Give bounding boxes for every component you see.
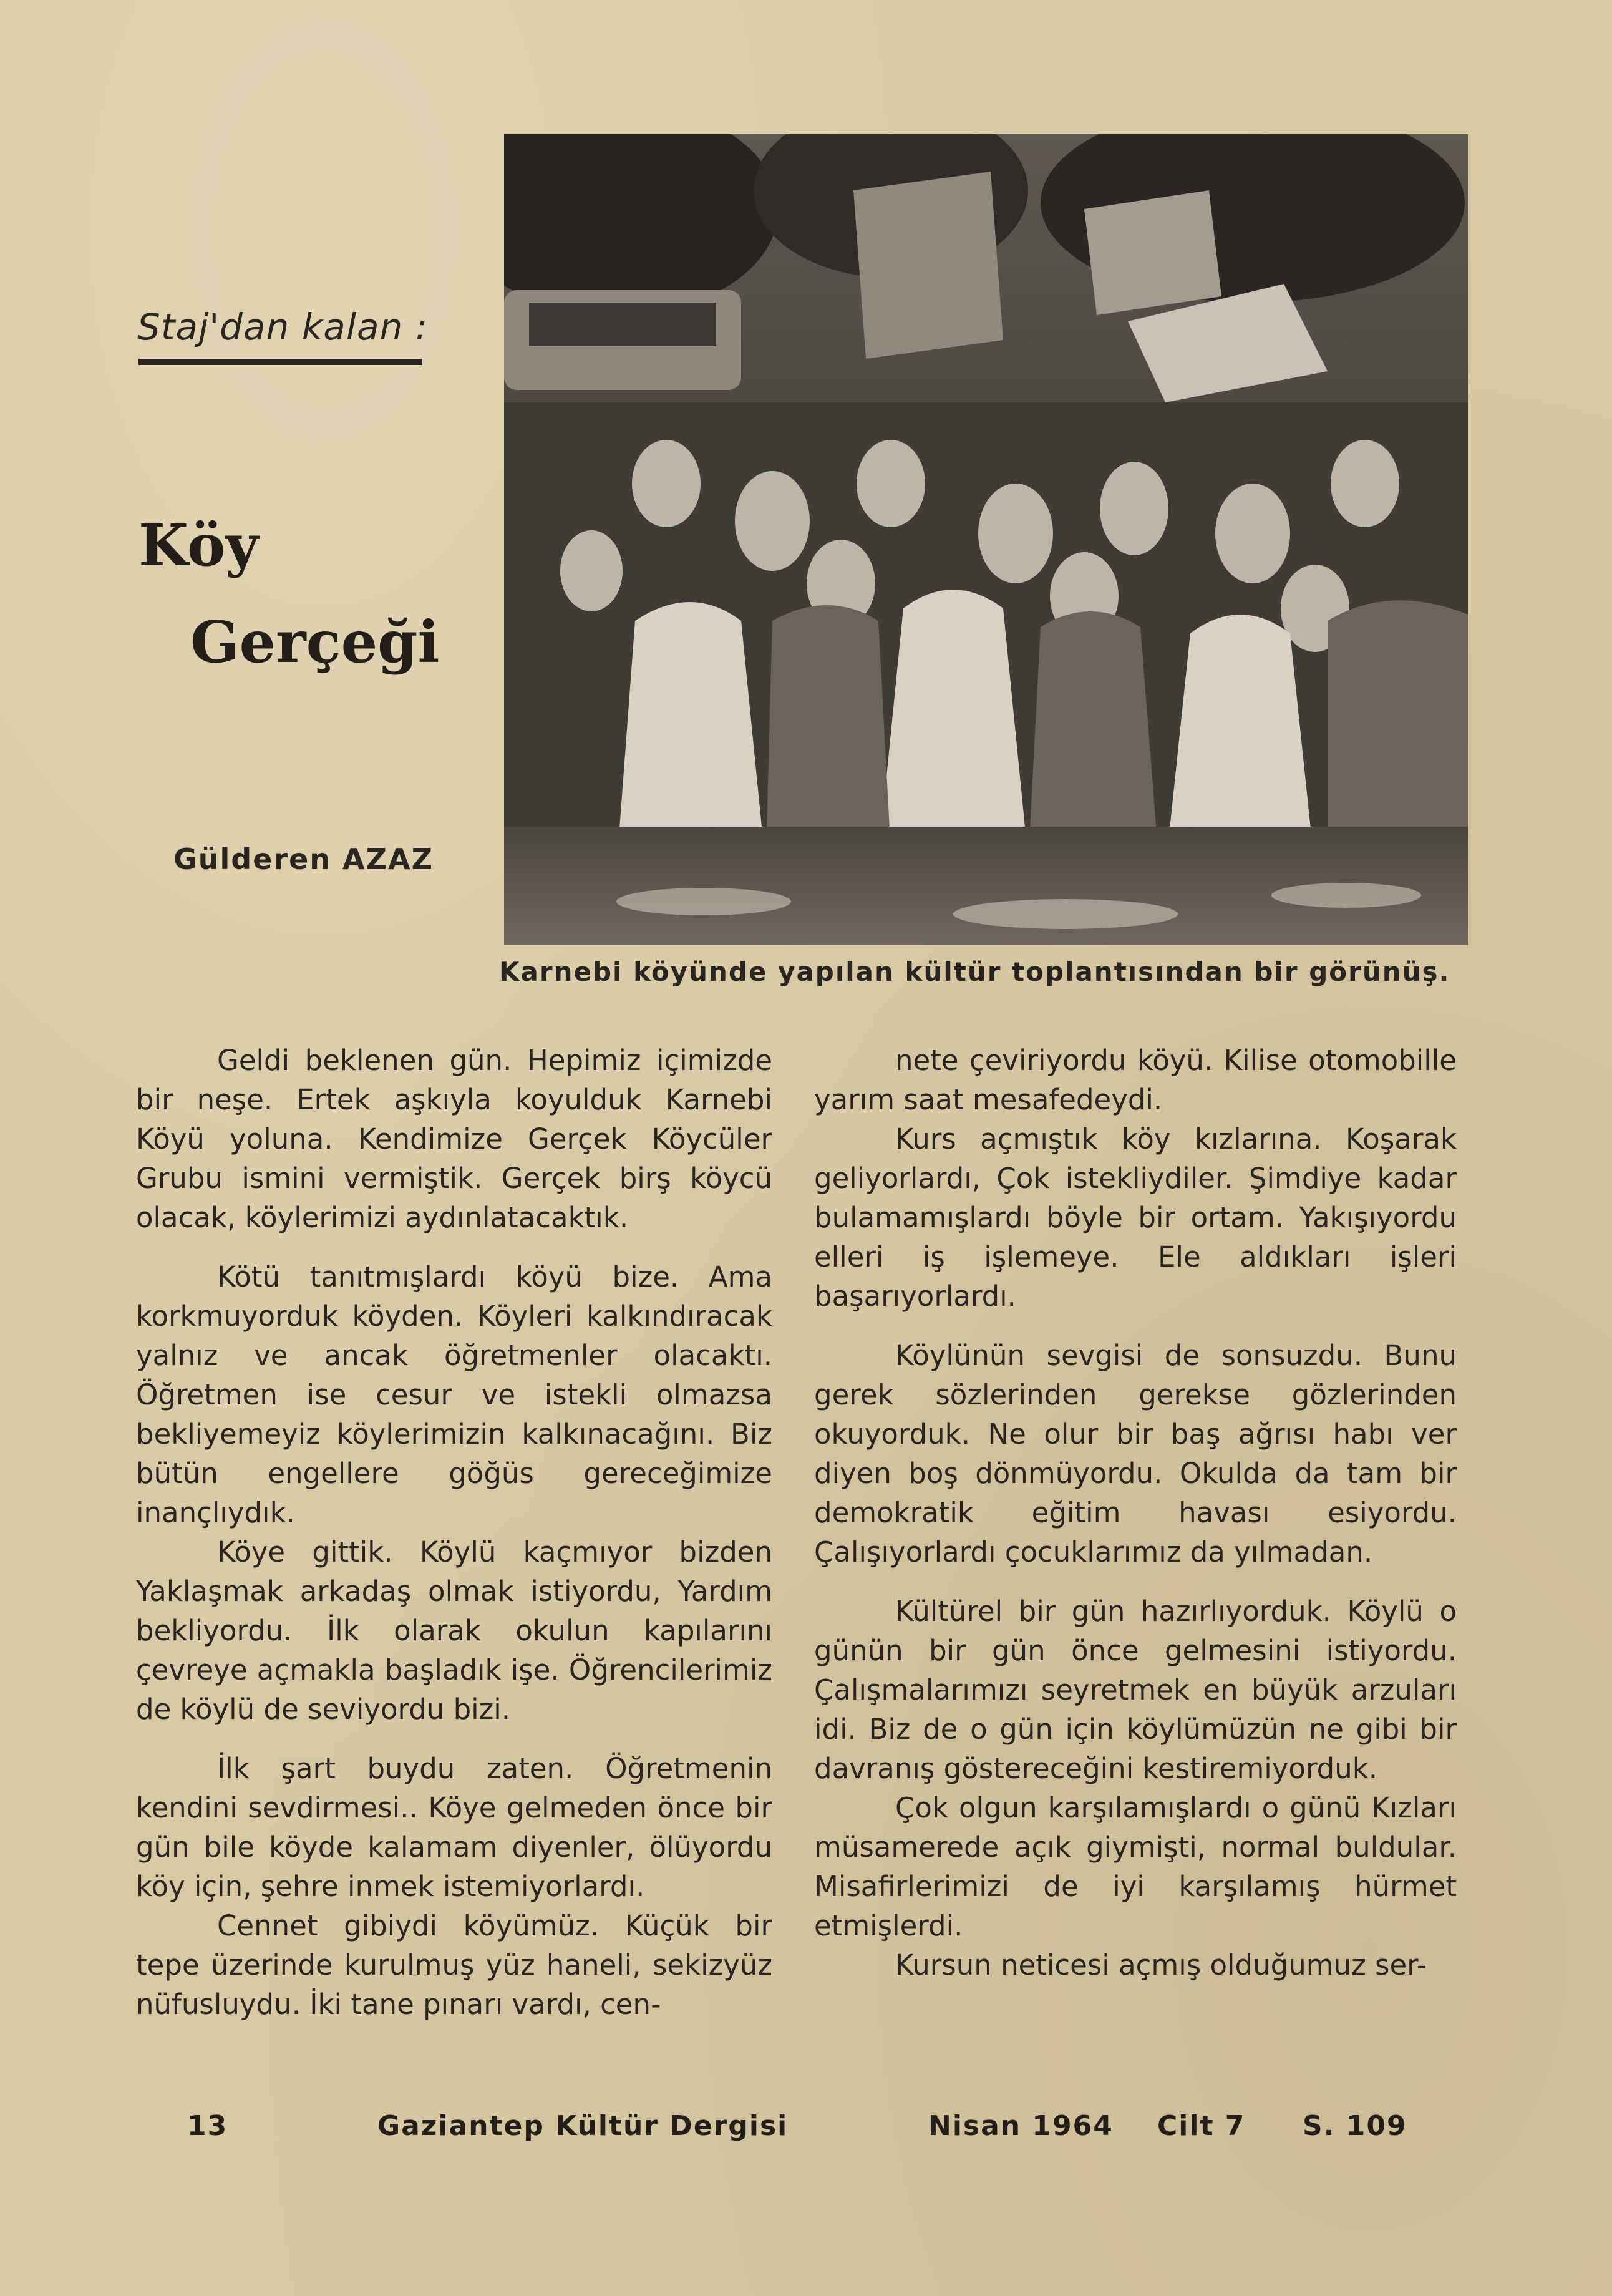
article-paragraph: Kurs açmıştık köy kızlarına. Koşarak geliyorlardı, Çok istekliydiler. Şimdiye kadar bulamamışlardı böyle bir ortam. Yakışıyordu elleri iş işlemeye. Ele aldıkları işleri başarıyorlardı. <box>814 1122 1457 1313</box>
kicker-underline <box>138 359 422 365</box>
issue-date: Nisan 1964 <box>928 2110 1114 2142</box>
article-title-line-1: Köy <box>138 512 259 579</box>
article-paragraph: Köylünün sevgisi de sonsuzdu. Bunu gerek sözlerinden gerekse gözlerinden okuyorduk. Ne olur bir baş ağrısı habı ver diyen boş dönmüyordu. Okulda da tam bir demokratik eğitim havası esiyordu. Çalışıyorlardı çocuklarımız da yılmadan. <box>814 1339 1457 1569</box>
volume-number: Cilt 7 <box>1157 2110 1246 2142</box>
photo-illustration <box>504 134 1468 945</box>
issue-number: S. 109 <box>1303 2110 1407 2142</box>
article-column-right <box>814 1041 1457 2005</box>
village-gathering-photo <box>504 134 1468 945</box>
photo-caption: Karnebi köyünde yapılan kültür toplantısından bir görünüş. <box>499 956 1450 987</box>
article-author: Gülderen AZAZ <box>173 842 434 876</box>
article-paragraph: Kursun neticesi açmış olduğumuz ser- <box>895 1948 1427 1982</box>
article-paragraph: Kötü tanıtmışlardı köyü bize. Ama korkmuyorduk köyden. Köyleri kalkındıracak yalnız ve ancak öğretmenler olacaktı. Öğretmen ise cesur ve istekli olmazsa bekliyemeyiz köylerimizin kalkınacağını. Biz bütün engellere göğüs gereceğimize inançlıydık. <box>136 1260 772 1529</box>
article-paragraph: Cennet gibiydi köyümüz. Küçük bir tepe üzerinde kurulmuş yüz haneli, sekizyüz nüfusluydu. İki tane pınarı vardı, cen- <box>136 1909 772 2021</box>
section-kicker: Staj'dan kalan : <box>137 306 429 348</box>
article-paragraph: Kültürel bir gün hazırlıyorduk. Köylü o günün bir gün önce gelmesini istiyordu. Çalışmalarımızı seyretmek en büyük arzuları idi. Biz de o gün için köylümüzün ne gibi bir davranış göstereceğini kestiremiyorduk. <box>814 1595 1457 1785</box>
page-number: 13 <box>187 2110 228 2142</box>
article-title-line-2: Gerçeği <box>190 608 440 676</box>
article-paragraph: Köye gittik. Köylü kaçmıyor bizden Yaklaşmak arkadaş olmak istiyordu, Yardım bekliyordu. İlk olarak okulun kapılarını çevreye açmakla başladık işe. Öğrencilerimiz de köylü de seviyordu bizi. <box>136 1535 772 1726</box>
article-paragraph: nete çeviriyordu köyü. Kilise otomobille yarım saat mesafedeydi. <box>814 1044 1457 1116</box>
article-column-left <box>136 1041 772 2044</box>
magazine-name: Gaziantep Kültür Dergisi <box>377 2110 789 2142</box>
article-paragraph: Çok olgun karşılamışlardı o günü Kızları müsamerede açık giymişti, normal buldular. Misafirlerimizi de iyi karşılamış hürmet etmişlerdi. <box>814 1791 1457 1942</box>
article-paragraph: İlk şart buydu zaten. Öğretmenin kendini sevdirmesi.. Köye gelmeden önce bir gün bile köyde kalamam diyenler, ölüyordu köy için, şehre inmek istemiyorlardı. <box>136 1752 772 1903</box>
article-paragraph: Geldi beklenen gün. Hepimiz içimizde bir neşe. Ertek aşkıyla koyulduk Karnebi Köyü yoluna. Kendimize Gerçek Köycüler Grubu ismini vermiştik. Gerçek birş köycü olacak, köylerimizi aydınlatacaktık. <box>136 1044 772 1234</box>
